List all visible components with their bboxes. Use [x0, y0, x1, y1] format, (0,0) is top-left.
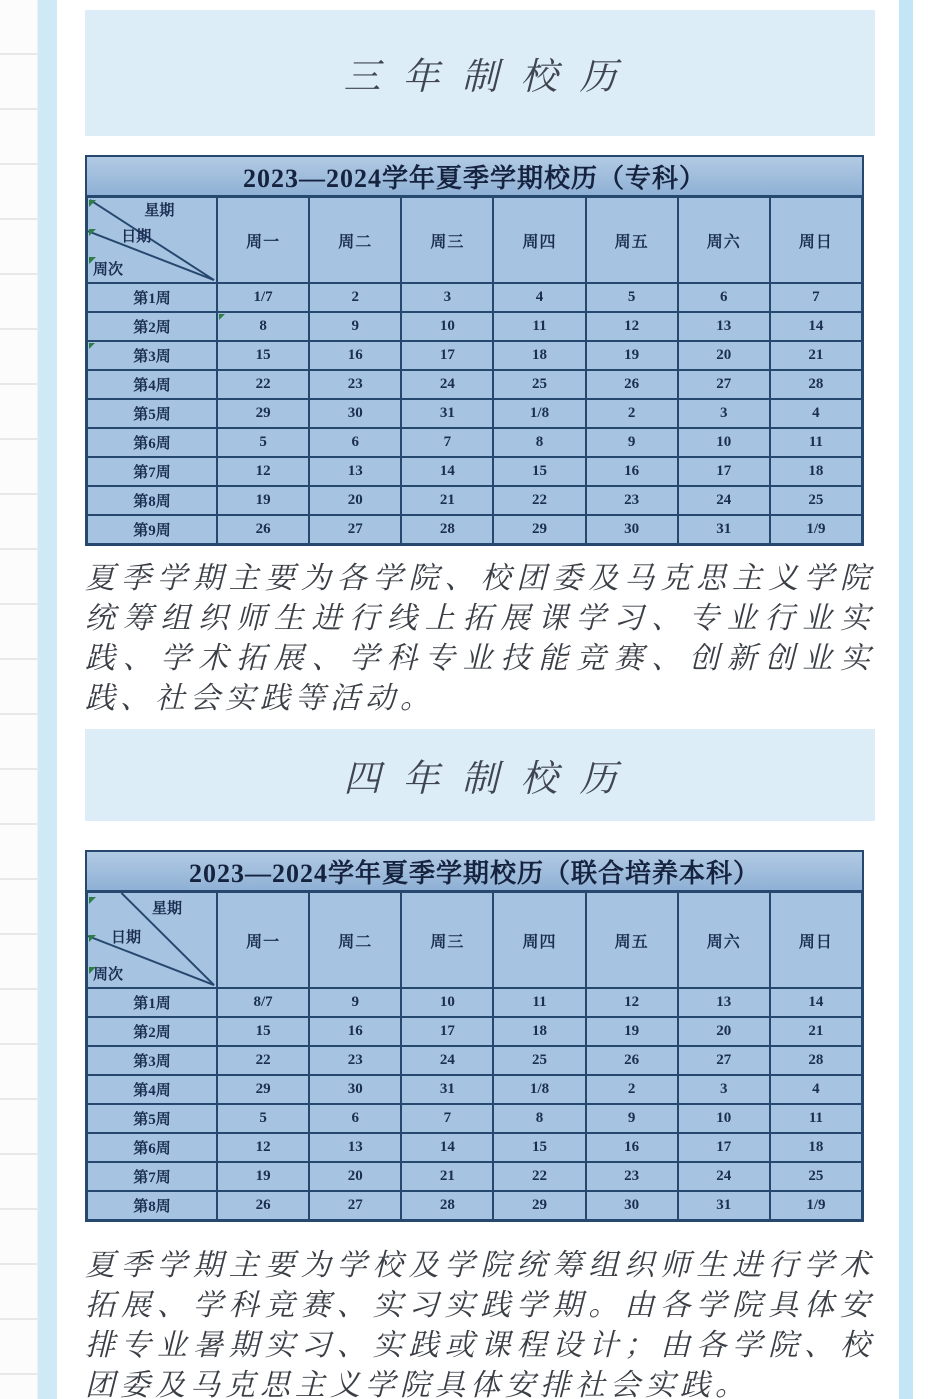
day-cell: 9 — [586, 428, 678, 457]
header-row — [87, 197, 862, 283]
day-cell: 24 — [678, 1162, 770, 1191]
day-cell: 31 — [401, 399, 493, 428]
day-cell: 28 — [401, 1191, 493, 1220]
day-cell: 19 — [217, 1162, 309, 1191]
day-cell: 17 — [678, 1133, 770, 1162]
week-row — [87, 988, 862, 1017]
week-row — [87, 1104, 862, 1133]
summer-note-zhuanke: 夏季学期主要为各学院、校团委及马克思主义学院统筹组织师生进行线上拓展课学习、专业行业实践、学术拓展、学科专业技能竞赛、创新创业实践、社会实践等活动。 — [85, 561, 875, 716]
day-cell: 1/9 — [770, 515, 862, 544]
day-cell: 29 — [493, 1191, 585, 1220]
week-row — [87, 399, 862, 428]
section-band-3year — [85, 10, 875, 136]
day-cell: 7 — [401, 428, 493, 457]
day-cell: 27 — [678, 370, 770, 399]
comment-marker-icon — [89, 897, 96, 904]
day-cell: 26 — [586, 370, 678, 399]
calendar-table-zhuanke — [85, 155, 864, 546]
day-cell: 11 — [493, 988, 585, 1017]
day-cell: 6 — [309, 428, 401, 457]
week-row — [87, 457, 862, 486]
right-blue-strip — [899, 0, 913, 1399]
day-cell: 16 — [309, 1017, 401, 1046]
day-cell: 22 — [217, 1046, 309, 1075]
week-row — [87, 486, 862, 515]
day-cell: 26 — [586, 1046, 678, 1075]
day-cell: 24 — [401, 1046, 493, 1075]
day-cell: 5 — [586, 283, 678, 312]
day-header-fri: 周五 — [586, 892, 678, 988]
day-header-wed: 周三 — [401, 197, 493, 283]
comment-marker-icon — [89, 229, 96, 236]
week-row — [87, 1162, 862, 1191]
day-cell: 15 — [493, 457, 585, 486]
day-cell: 28 — [770, 370, 862, 399]
day-header-tue: 周二 — [309, 892, 401, 988]
day-header-mon: 周一 — [217, 892, 309, 988]
week-label: 第2周 — [87, 1017, 217, 1046]
day-cell: 4 — [493, 283, 585, 312]
week-label: 第1周 — [87, 988, 217, 1017]
day-header-sun: 周日 — [770, 892, 862, 988]
day-cell: 21 — [401, 1162, 493, 1191]
day-cell: 25 — [493, 1046, 585, 1075]
day-cell: 26 — [217, 1191, 309, 1220]
day-cell: 4 — [770, 1075, 862, 1104]
day-cell: 31 — [678, 1191, 770, 1220]
day-cell: 27 — [309, 515, 401, 544]
day-cell: 30 — [586, 1191, 678, 1220]
week-label: 第6周 — [87, 1133, 217, 1162]
week-label: 第6周 — [87, 428, 217, 457]
day-cell: 17 — [401, 1017, 493, 1046]
day-cell: 3 — [678, 399, 770, 428]
day-cell: 2 — [309, 283, 401, 312]
day-header-sat: 周六 — [678, 197, 770, 283]
day-cell: 8 — [217, 312, 309, 341]
day-header-mon: 周一 — [217, 197, 309, 283]
summer-note-benke: 夏季学期主要为学校及学院统筹组织师生进行学术拓展、学科竞赛、实习实践学期。由各学院具体安排专业暑期实习、实践或课程设计；由各学院、校团委及马克思主义学院具体安排社会实践。 — [85, 1248, 875, 1399]
day-cell: 6 — [678, 283, 770, 312]
week-label: 第3周 — [87, 341, 217, 370]
day-cell: 8 — [493, 428, 585, 457]
day-cell: 25 — [770, 1162, 862, 1191]
week-row — [87, 370, 862, 399]
day-cell: 3 — [401, 283, 493, 312]
day-cell: 18 — [770, 457, 862, 486]
week-label: 第9周 — [87, 515, 217, 544]
day-cell: 16 — [586, 1133, 678, 1162]
left-blue-strip — [38, 0, 57, 1399]
week-label: 第5周 — [87, 399, 217, 428]
week-row — [87, 341, 862, 370]
day-cell: 25 — [493, 370, 585, 399]
day-cell: 23 — [309, 370, 401, 399]
day-cell: 27 — [678, 1046, 770, 1075]
notebook-margin — [0, 0, 38, 1399]
day-cell: 29 — [493, 515, 585, 544]
day-cell: 28 — [770, 1046, 862, 1075]
day-cell: 19 — [586, 1017, 678, 1046]
section-title-3year: 三年制校历 — [343, 55, 639, 98]
day-cell: 22 — [217, 370, 309, 399]
day-cell: 31 — [401, 1075, 493, 1104]
day-cell: 5 — [217, 1104, 309, 1133]
day-cell: 25 — [770, 486, 862, 515]
week-label: 第3周 — [87, 1046, 217, 1075]
week-row — [87, 312, 862, 341]
week-row — [87, 515, 862, 544]
day-header-thu: 周四 — [493, 197, 585, 283]
day-cell: 10 — [401, 988, 493, 1017]
content-column — [85, 0, 875, 1399]
day-cell: 31 — [678, 515, 770, 544]
week-label: 第1周 — [87, 283, 217, 312]
day-cell: 11 — [770, 1104, 862, 1133]
day-cell: 21 — [401, 486, 493, 515]
week-label: 第7周 — [87, 1162, 217, 1191]
corner-label-weekday: 星期 — [144, 203, 175, 219]
day-cell: 20 — [678, 341, 770, 370]
day-cell: 6 — [309, 1104, 401, 1133]
day-cell: 7 — [401, 1104, 493, 1133]
day-cell: 22 — [493, 1162, 585, 1191]
day-cell: 15 — [217, 341, 309, 370]
week-row — [87, 1046, 862, 1075]
day-cell: 20 — [309, 486, 401, 515]
day-cell: 20 — [678, 1017, 770, 1046]
comment-marker-icon — [89, 200, 96, 207]
comment-marker-icon — [89, 935, 96, 942]
day-header-wed: 周三 — [401, 892, 493, 988]
day-cell: 24 — [401, 370, 493, 399]
corner-cell — [87, 892, 217, 988]
day-cell: 8 — [493, 1104, 585, 1133]
day-cell: 1/7 — [217, 283, 309, 312]
day-cell: 17 — [401, 341, 493, 370]
day-cell: 28 — [401, 515, 493, 544]
day-cell: 18 — [770, 1133, 862, 1162]
day-cell: 11 — [493, 312, 585, 341]
table-body — [87, 988, 862, 1220]
day-cell: 9 — [309, 312, 401, 341]
day-cell: 29 — [217, 1075, 309, 1104]
day-cell: 16 — [586, 457, 678, 486]
week-row — [87, 1075, 862, 1104]
day-cell: 14 — [770, 312, 862, 341]
week-label: 第4周 — [87, 1075, 217, 1104]
day-cell: 18 — [493, 341, 585, 370]
day-cell: 9 — [586, 1104, 678, 1133]
day-cell: 30 — [586, 515, 678, 544]
day-cell: 29 — [217, 399, 309, 428]
day-cell: 2 — [586, 1075, 678, 1104]
day-cell: 23 — [586, 486, 678, 515]
day-cell: 17 — [678, 457, 770, 486]
calendar-table-benke — [85, 850, 864, 1222]
day-cell: 19 — [217, 486, 309, 515]
week-row — [87, 1133, 862, 1162]
corner-cell — [87, 197, 217, 283]
week-row — [87, 283, 862, 312]
day-cell: 21 — [770, 341, 862, 370]
day-cell: 12 — [586, 312, 678, 341]
week-label: 第7周 — [87, 457, 217, 486]
day-header-tue: 周二 — [309, 197, 401, 283]
day-cell: 10 — [678, 1104, 770, 1133]
day-cell: 15 — [493, 1133, 585, 1162]
day-cell: 27 — [309, 1191, 401, 1220]
day-cell: 24 — [678, 486, 770, 515]
day-cell: 8/7 — [217, 988, 309, 1017]
table-title: 2023—2024学年夏季学期校历（专科） — [87, 157, 862, 197]
day-cell: 23 — [309, 1046, 401, 1075]
day-cell: 10 — [401, 312, 493, 341]
day-cell: 2 — [586, 399, 678, 428]
day-cell: 5 — [217, 428, 309, 457]
day-cell: 14 — [401, 457, 493, 486]
day-cell: 14 — [401, 1133, 493, 1162]
week-label: 第8周 — [87, 486, 217, 515]
day-cell: 14 — [770, 988, 862, 1017]
week-row — [87, 1191, 862, 1220]
day-cell: 22 — [493, 486, 585, 515]
day-cell: 21 — [770, 1017, 862, 1046]
corner-label-weeknum: 周次 — [93, 967, 124, 983]
section-band-4year — [85, 729, 875, 821]
week-label: 第4周 — [87, 370, 217, 399]
day-cell: 3 — [678, 1075, 770, 1104]
section-title-4year: 四年制校历 — [343, 757, 639, 800]
comment-marker-icon — [89, 257, 96, 264]
day-cell: 1/8 — [493, 399, 585, 428]
day-cell: 23 — [586, 1162, 678, 1191]
header-row — [87, 892, 862, 988]
day-cell: 19 — [586, 341, 678, 370]
day-cell: 13 — [678, 312, 770, 341]
day-header-sat: 周六 — [678, 892, 770, 988]
day-cell: 9 — [309, 988, 401, 1017]
corner-label-date: 日期 — [121, 228, 152, 245]
table-title: 2023—2024学年夏季学期校历（联合培养本科） — [87, 852, 862, 892]
day-cell: 12 — [586, 988, 678, 1017]
day-cell: 10 — [678, 428, 770, 457]
day-cell: 16 — [309, 341, 401, 370]
day-cell: 1/8 — [493, 1075, 585, 1104]
day-cell: 7 — [770, 283, 862, 312]
week-label: 第2周 — [87, 312, 217, 341]
day-header-sun: 周日 — [770, 197, 862, 283]
day-cell: 26 — [217, 515, 309, 544]
day-cell: 30 — [309, 399, 401, 428]
day-header-fri: 周五 — [586, 197, 678, 283]
comment-marker-icon — [89, 967, 96, 974]
day-cell: 30 — [309, 1075, 401, 1104]
day-cell: 13 — [309, 1133, 401, 1162]
day-cell: 1/9 — [770, 1191, 862, 1220]
table-body — [87, 283, 862, 544]
corner-label-weeknum: 周次 — [93, 262, 124, 278]
day-cell: 13 — [678, 988, 770, 1017]
day-cell: 13 — [309, 457, 401, 486]
corner-label-date: 日期 — [111, 929, 142, 946]
corner-label-weekday: 星期 — [152, 901, 183, 917]
day-cell: 15 — [217, 1017, 309, 1046]
day-cell: 20 — [309, 1162, 401, 1191]
day-cell: 18 — [493, 1017, 585, 1046]
day-cell: 12 — [217, 1133, 309, 1162]
day-cell: 11 — [770, 428, 862, 457]
week-row — [87, 428, 862, 457]
week-label: 第5周 — [87, 1104, 217, 1133]
day-cell: 12 — [217, 457, 309, 486]
week-row — [87, 1017, 862, 1046]
day-cell: 4 — [770, 399, 862, 428]
week-label: 第8周 — [87, 1191, 217, 1220]
day-header-thu: 周四 — [493, 892, 585, 988]
